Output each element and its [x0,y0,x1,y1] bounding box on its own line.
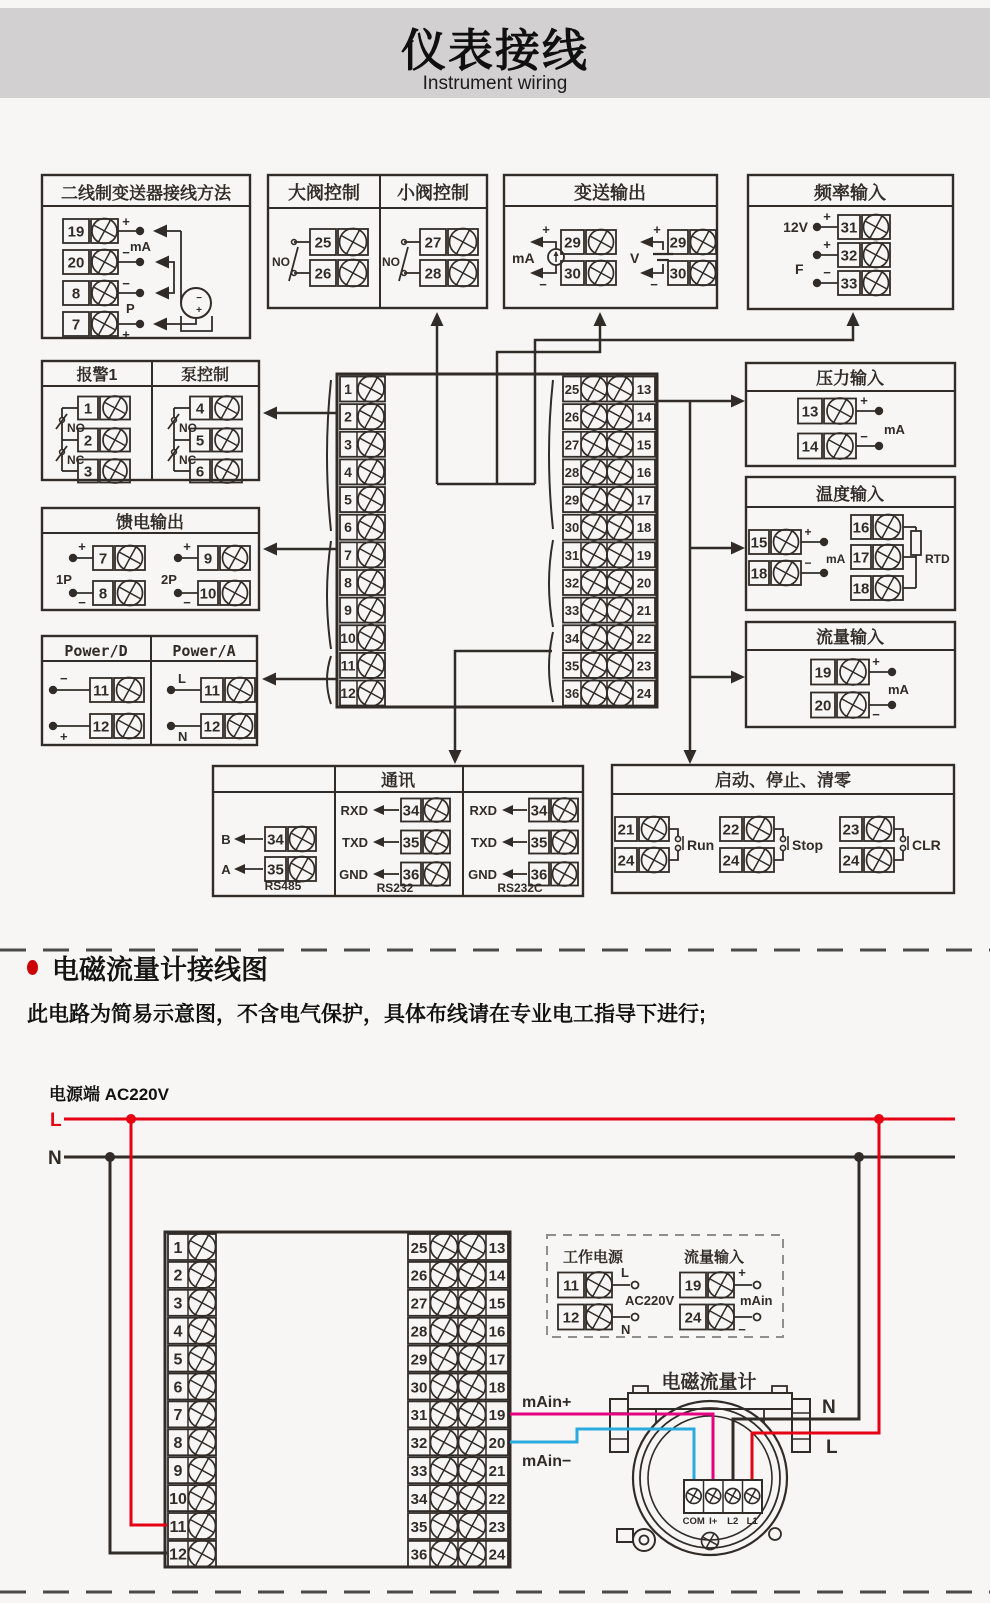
terminal-number: 34 [267,831,284,849]
terminal-number: 34 [410,1490,428,1508]
port-name: RS485 [264,879,302,893]
arrow-icon [431,312,444,326]
box-title: 通讯 [381,771,415,790]
sign: + [823,237,831,252]
terminal-number: 22 [488,1490,506,1508]
unit-label: mAin [740,1293,773,1308]
contact-label: NO [67,421,85,435]
contact-label: NC [179,453,197,467]
box-valve [268,175,487,308]
terminal-number: 11 [204,682,220,700]
terminal-number: 27 [410,1295,428,1313]
sign: + [122,327,130,342]
terminal-number: 30 [669,265,687,283]
terminal-number: 18 [750,565,768,583]
arrow-icon [153,318,167,331]
terminal-number: 10 [169,1490,187,1508]
terminal-number: 31 [564,547,580,563]
red-bullet-icon [27,960,38,975]
wire-label: L [826,1437,838,1458]
sign: + [804,525,812,539]
arrow-icon [373,837,384,847]
terminal-number: 36 [564,686,580,702]
terminal-number: 29 [564,234,581,252]
terminal-number: 12 [203,718,221,736]
signal-label: RXD [340,803,368,818]
arrow-icon [684,750,697,764]
arrow-icon [731,542,745,555]
terminal-number: 3 [83,463,93,481]
terminal-number: 7 [173,1407,183,1425]
terminal-number: 3 [173,1295,183,1313]
central-terminal-block [327,374,657,707]
terminal-number: 33 [564,603,580,619]
box-title: 频率输入 [814,183,886,203]
terminal-number: 14 [636,409,652,425]
meter-terminal-label: L2 [727,1516,739,1527]
unit-label: V [630,250,640,266]
terminal-number: 6 [195,463,205,481]
meter-terminal-label: L1 [746,1516,758,1527]
terminal-number: 25 [564,382,580,398]
terminal-number: 13 [801,403,819,421]
sign: − [823,265,831,280]
box-title: 流量输入 [816,628,884,647]
bottom-terminal-block [165,1232,510,1567]
flowmeter [610,1370,810,1555]
arrow-icon [155,287,169,300]
terminal-number: 2 [344,408,352,425]
sign: N [178,729,188,744]
arrow-icon [262,673,276,686]
box-title: 馈电输出 [116,513,184,532]
terminal-number: 15 [750,534,768,552]
terminal-number: 8 [71,285,81,303]
terminal-number: 35 [267,861,284,879]
terminal-number: 32 [410,1435,428,1453]
sign: − [78,595,86,610]
box-title: 温度输入 [816,485,884,504]
sign: − [539,277,547,292]
unit-label: mA [512,250,535,266]
unit-label: RTD [925,552,950,566]
sign: + [196,305,202,316]
terminal-number: 15 [636,437,652,453]
arrow-icon [234,864,245,874]
unit-label: 12V [783,219,808,235]
terminal-number: 20 [636,575,652,591]
terminal-number: 4 [195,400,205,418]
terminal-number: 19 [814,664,832,682]
param-box [547,1235,783,1337]
terminal-number: 24 [617,852,635,870]
arrow-icon [847,312,860,326]
box-title: 流量输入 [684,1249,745,1266]
page-title: 仪表接线 [400,25,589,76]
box-freq [748,175,953,309]
sign: + [122,214,130,229]
meter-terminal-label: COM [682,1516,705,1527]
arrow-icon [449,750,462,764]
signal-label: GND [339,867,368,882]
terminal-number: 32 [840,247,858,265]
terminal-number: 9 [203,550,213,568]
sign: − [650,277,658,292]
box-feed [42,508,259,610]
button-label: CLR [912,837,941,853]
sign: + [183,539,191,554]
unit-label: mA [888,682,909,697]
terminal-number: 22 [636,630,652,646]
box-title: 二线制变送器接线方法 [61,184,231,203]
box-power [42,636,257,745]
power-source-label: 电源端 AC220V [49,1085,169,1104]
terminal-number: 24 [722,852,740,870]
sign: − [196,293,202,304]
terminal-number: 31 [410,1407,428,1425]
terminal-number: 19 [488,1407,506,1425]
terminal-number: 22 [722,821,740,839]
arrow-icon [640,237,653,248]
box-title: 启动、停止、清零 [715,771,851,790]
terminal-number: 34 [402,802,420,820]
unit-label: F [795,261,804,277]
terminal-number: 1 [344,381,352,398]
sign: + [860,393,868,408]
line-l-label: L [50,1110,62,1131]
terminal-number: 12 [92,718,110,736]
terminal-number: 7 [98,550,108,568]
sign: − [122,245,130,260]
terminal-number: 25 [314,234,332,252]
terminal-number: 24 [842,852,860,870]
sign: + [823,209,831,224]
terminal-number: 18 [852,580,870,598]
terminal-number: 17 [852,549,870,567]
meter-title: 电磁流量计 [661,1372,757,1393]
terminal-number: 23 [488,1518,506,1536]
terminal-number: 35 [530,834,548,852]
terminal-number: 31 [840,219,858,237]
terminal-number: 23 [636,658,652,674]
box-temp [746,477,955,610]
terminal-number: 18 [636,520,652,536]
terminal-number: 35 [402,834,420,852]
sign: + [542,222,550,237]
terminal-number: 9 [173,1462,183,1480]
group-label: 1P [56,572,72,587]
contact-label: NO [272,255,290,269]
terminal-number: 34 [564,630,580,646]
terminal-number: 36 [402,866,420,884]
signal-label: TXD [342,835,368,850]
terminal-number: 9 [344,602,352,619]
terminal-number: 30 [564,265,581,283]
meter-terminal-label: I+ [709,1516,718,1527]
terminal-number: 8 [344,574,352,591]
sign: N [621,1322,631,1337]
signal-label: A [221,862,231,877]
arrow-icon [731,395,745,408]
sign: + [653,222,661,237]
terminal-number: 8 [173,1435,183,1453]
terminal-number: 5 [195,432,205,450]
terminal-number: 16 [488,1323,506,1341]
terminal-number: 26 [314,265,332,283]
terminal-number: 19 [636,547,652,563]
sign: − [60,671,68,686]
unit-label: mA [130,239,151,254]
box-pressure [746,363,955,466]
section-heading: 电磁流量计接线图 [52,955,268,985]
box-alarm-pump [42,361,259,483]
terminal-number: 24 [488,1546,506,1564]
terminal-number: 2 [83,432,93,450]
terminal-number: 36 [410,1546,428,1564]
terminal-number: 33 [410,1462,428,1480]
terminal-number: 20 [67,254,85,272]
unit-label: AC220V [625,1293,675,1308]
terminal-number: 18 [488,1379,506,1397]
box-control [612,765,954,893]
terminal-number: 1 [83,400,93,418]
terminal-number: 24 [636,686,652,702]
terminal-number: 6 [173,1379,183,1397]
terminal-number: 23 [842,821,860,839]
terminal-number: 11 [93,682,109,700]
terminal-number: 35 [410,1518,428,1536]
terminal-number: 32 [564,575,580,591]
terminal-number: 35 [564,658,580,674]
terminal-number: 12 [169,1546,187,1564]
terminal-number: 10 [340,629,356,646]
terminal-number: 12 [562,1309,580,1327]
box-title: 报警1 [76,367,118,384]
terminal-number: 27 [564,437,580,453]
arrow-icon [373,869,384,879]
signal-label: RXD [469,803,497,818]
terminal-number: 14 [488,1267,506,1285]
terminal-number: 30 [410,1379,428,1397]
terminal-number: 36 [530,866,548,884]
terminal-number: 12 [340,685,356,702]
terminal-number: 28 [424,265,442,283]
mains-lines [48,1110,955,1169]
box-title: Power/A [172,642,236,660]
terminal-number: 26 [410,1267,428,1285]
box-title: 大阀控制 [288,183,360,203]
terminal-number: 16 [636,464,652,480]
arrow-icon [263,407,277,420]
signal-label: TXD [471,835,497,850]
arrow-icon [502,837,513,847]
terminal-number: 29 [410,1351,428,1369]
terminal-number: 14 [801,438,819,456]
unit-label: mA [884,422,905,437]
box-title: 泵控制 [180,367,230,384]
button-label: Stop [792,837,824,853]
sign: + [60,729,68,744]
terminal-number: 21 [617,821,635,839]
terminal-number: 11 [563,1277,579,1295]
sign: − [804,556,812,570]
section-note: 此电路为简易示意图，不含电气保护，具体布线请在专业电工指导下进行; [27,1003,706,1026]
terminal-number: 20 [488,1435,506,1453]
arrow-icon [502,869,513,879]
terminal-number: 5 [344,491,352,508]
terminal-number: 29 [669,234,687,252]
terminal-number: 34 [530,802,548,820]
page-subtitle: Instrument wiring [422,73,568,94]
terminal-number: 5 [173,1351,183,1369]
contact-label: NO [382,255,400,269]
terminal-number: 26 [564,409,580,425]
group-label: 2P [161,572,177,587]
wire-label: mAin− [522,1453,572,1470]
sign: − [738,1322,746,1337]
box-title: 工作电源 [563,1249,624,1266]
arrow-icon [373,805,384,815]
terminal-number: 21 [636,603,652,619]
arrow-icon [554,251,559,256]
terminal-number: 17 [488,1351,506,1369]
line-n-label: N [48,1148,62,1169]
terminal-number: 30 [564,520,580,536]
arrow-icon [263,543,277,556]
terminal-number: 1 [173,1239,183,1257]
port-name: RS232C [497,881,543,895]
signal-label: B [221,832,231,847]
terminal-number: 17 [636,492,652,508]
unit-label: P [126,301,135,316]
arrow-icon [155,256,169,269]
terminal-number: 2 [173,1267,183,1285]
terminal-number: 20 [814,697,832,715]
terminal-number: 6 [344,519,352,536]
box-transmit [504,175,717,308]
sign: L [178,671,186,686]
box-two-wire [42,175,250,342]
arrow-icon [530,237,543,248]
terminal-number: 13 [636,382,652,398]
box-title: Power/D [64,642,128,660]
terminal-number: 7 [71,316,81,334]
terminal-number: 7 [344,546,352,563]
terminal-number: 4 [344,463,352,480]
terminal-number: 28 [410,1323,428,1341]
terminal-number: 27 [424,234,442,252]
terminal-number: 13 [488,1239,506,1257]
terminal-number: 10 [199,585,217,603]
wire-label: N [822,1397,836,1418]
sign: − [872,707,880,722]
arrow-icon [234,834,245,844]
box-title: 变送输出 [574,183,646,203]
button-label: Run [687,837,715,853]
terminal-number: 11 [169,1518,187,1536]
sign: + [872,654,880,669]
arrow-icon [502,805,513,815]
terminal-number: 15 [488,1295,506,1313]
box-title: 压力输入 [816,369,884,388]
port-name: RS232 [376,881,414,895]
sign: − [860,429,868,444]
sign: + [78,539,86,554]
terminal-number: 19 [684,1277,702,1295]
contact-label: NC [67,453,85,467]
terminal-number: 29 [564,492,580,508]
sign: L [621,1265,629,1280]
terminal-number: 24 [684,1309,702,1327]
terminal-number: 28 [564,464,580,480]
unit-label: mA [826,552,846,566]
contact-label: NO [179,421,197,435]
box-comm [213,766,583,896]
sign: − [183,595,191,610]
terminal-number: 4 [173,1323,183,1341]
terminal-number: 8 [98,585,108,603]
terminal-number: 3 [344,436,352,453]
wire-label: mAin+ [522,1394,572,1411]
arrow-icon [153,225,167,238]
arrow-icon [731,671,745,684]
terminal-number: 11 [340,657,356,674]
terminal-number: 19 [67,223,85,241]
signal-label: GND [468,867,497,882]
box-title: 小阀控制 [397,183,469,203]
sign: − [122,276,130,291]
sign: + [738,1265,746,1280]
terminal-number: 16 [852,519,870,537]
terminal-number: 33 [840,275,858,293]
terminal-number: 25 [410,1239,428,1257]
arrow-icon [594,312,607,326]
box-flow [746,622,955,727]
terminal-number: 21 [488,1462,506,1480]
